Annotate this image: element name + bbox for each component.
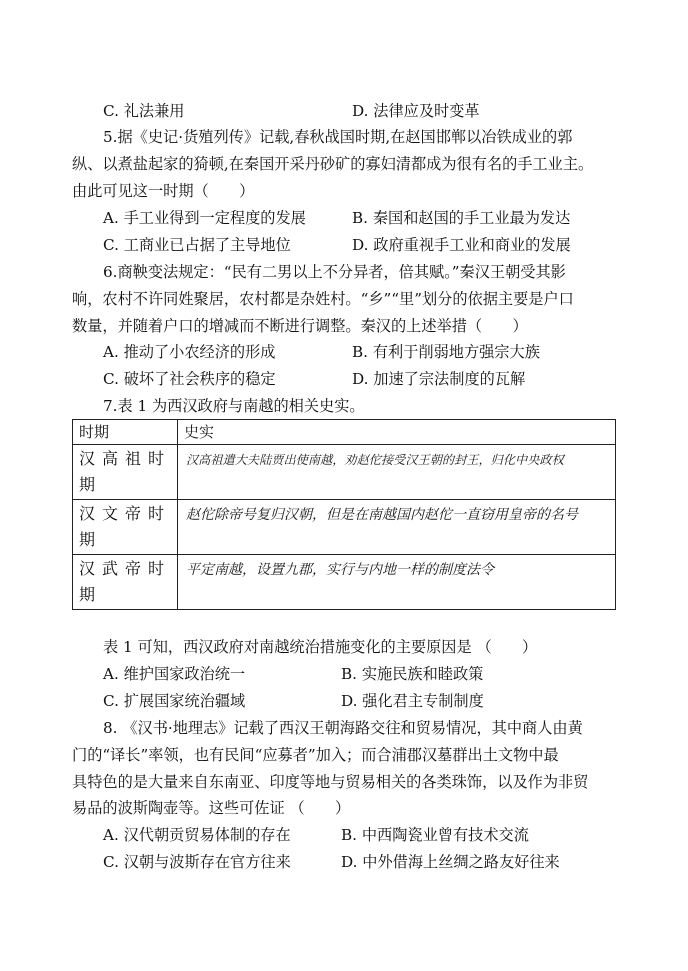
q5-option-a: A. 手工业得到一定程度的发展 bbox=[103, 209, 306, 227]
q8-stem-line-4: 易品的波斯陶壶等。这些可佐证 （ ） bbox=[72, 799, 351, 817]
table-row bbox=[73, 500, 616, 555]
q5-stem-line-2: 纵、以煮盐起家的猗顿,在秦国开采丹砂矿的寡妇清都成为很有名的手工业主。 bbox=[72, 155, 594, 173]
history-table bbox=[72, 419, 616, 610]
table-row bbox=[73, 445, 616, 500]
q5-stem-line-1: 5.据《史记·货殖列传》记载,春秋战国时期,在赵国邯郸以冶铁成业的郭 bbox=[103, 128, 573, 146]
q7-option-c: C. 扩展国家统治疆域 bbox=[103, 692, 246, 710]
q5-option-d: D. 政府重视手工业和商业的发展 bbox=[352, 236, 571, 254]
q5-option-c: C. 工商业已占据了主导地位 bbox=[103, 236, 291, 254]
q6-option-a: A. 推动了小农经济的形成 bbox=[103, 343, 276, 361]
table-cell-fact: 平定南越，设置九郡，实行与内地一样的制度法令 bbox=[178, 555, 616, 610]
table-header-row bbox=[73, 420, 616, 445]
table-cell-fact: 汉高祖遣大夫陆贾出使南越，劝赵佗接受汉王朝的封王，归化中央政权 bbox=[178, 445, 616, 500]
q6-stem-line-3: 数量，并随着户口的增减而不断进行调整。秦汉的上述举措（ ） bbox=[72, 317, 528, 335]
q5-stem-line-3: 由此可见这一时期（ ） bbox=[72, 182, 255, 200]
q8-option-d: D. 中外借海上丝绸之路友好往来 bbox=[341, 853, 560, 871]
table-row bbox=[73, 555, 616, 610]
q5-option-b: B. 秦国和赵国的手工业最为发达 bbox=[352, 209, 571, 227]
q8-stem-line-1: 8. 《汉书·地理志》记载了西汉王朝海路交往和贸易情况，其中商人由黄 bbox=[103, 719, 583, 737]
table-cell-period: 汉高祖时期 bbox=[73, 445, 178, 500]
q7-option-b: B. 实施民族和睦政策 bbox=[341, 665, 484, 683]
q8-option-a: A. 汉代朝贡贸易体制的存在 bbox=[103, 826, 291, 844]
q8-option-b: B. 中西陶瓷业曾有技术交流 bbox=[341, 826, 529, 844]
q7-question: 表 1 可知，西汉政府对南越统治措施变化的主要原因是 （ ） bbox=[103, 638, 538, 656]
q6-option-c: C. 破坏了社会秩序的稳定 bbox=[103, 370, 276, 388]
table-header-period: 时期 bbox=[73, 420, 178, 445]
q7-option-d: D. 强化君主专制制度 bbox=[341, 692, 484, 710]
q6-option-b: B. 有利于削弱地方强宗大族 bbox=[352, 343, 540, 361]
table-cell-period: 汉武帝时期 bbox=[73, 555, 178, 610]
q8-option-c: C. 汉朝与波斯存在官方往来 bbox=[103, 853, 291, 871]
table-cell-fact: 赵佗除帝号复归汉朝，但是在南越国内赵佗一直窃用皇帝的名号 bbox=[178, 500, 616, 555]
q4-option-d: D. 法律应及时变革 bbox=[352, 102, 480, 120]
q7-option-a: A. 维护国家政治统一 bbox=[103, 665, 246, 683]
q7-stem: 7.表 1 为西汉政府与南越的相关史实。 bbox=[103, 397, 365, 415]
q4-option-c: C. 礼法兼用 bbox=[103, 102, 185, 120]
q6-stem-line-1: 6.商鞅变法规定：“民有二男以上不分异者，倍其赋。”秦汉王朝受其影 bbox=[103, 263, 566, 281]
table-header-facts: 史实 bbox=[178, 420, 616, 445]
q8-stem-line-3: 具特色的是大量来自东南亚、印度等地与贸易相关的各类珠饰，以及作为非贸 bbox=[72, 773, 589, 791]
table-cell-period: 汉文帝时期 bbox=[73, 500, 178, 555]
q8-stem-line-2: 门的“译长”率领，也有民间“应募者”加入；而合浦郡汉墓群出土文物中最 bbox=[72, 746, 559, 764]
q6-stem-line-2: 响，农村不许同姓聚居，农村都是杂姓村。“乡”“里”划分的依据主要是户口 bbox=[72, 290, 574, 308]
q6-option-d: D. 加速了宗法制度的瓦解 bbox=[352, 370, 526, 388]
